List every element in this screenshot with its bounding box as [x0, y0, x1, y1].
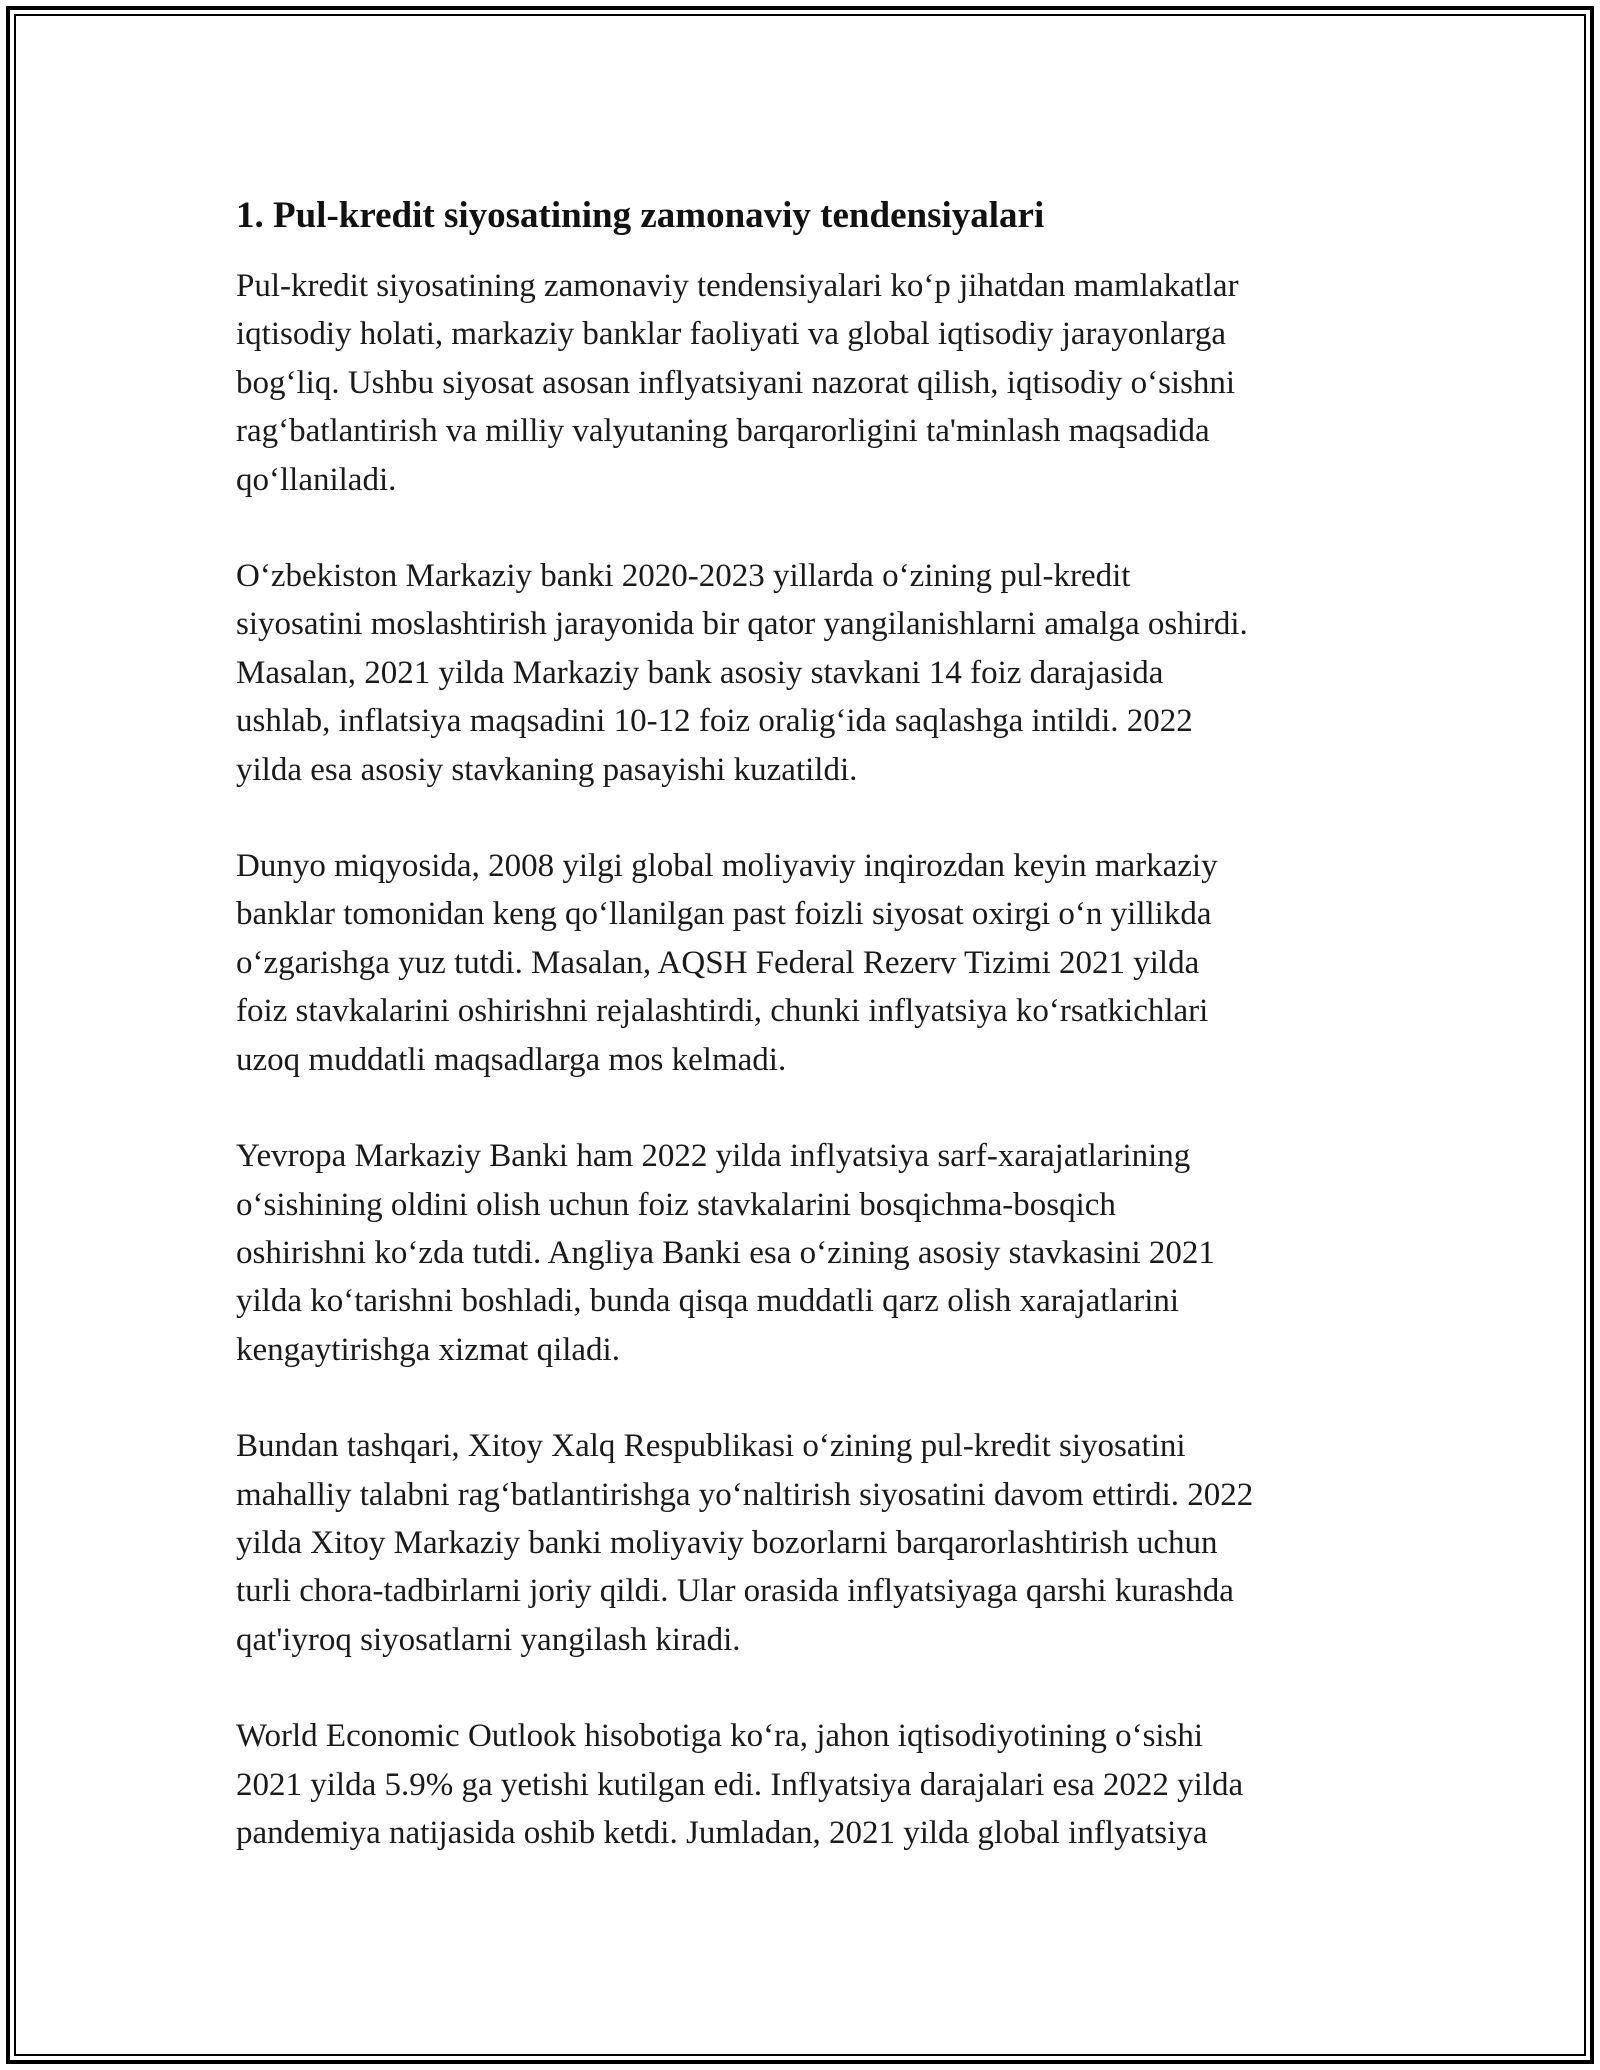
text-line: kengaytirishga xizmat qiladi. — [236, 1331, 620, 1368]
text-line: o‘sishining oldini olish uchun foiz stavkalarini bosqichma-bosqich — [236, 1186, 1116, 1223]
text-line: siyosatini moslashtirish jarayonida bir qator yangilanishlarni amalga oshirdi. — [236, 606, 1248, 643]
text-line: pandemiya natijasida oshib ketdi. Jumladan, 2021 yilda global inflyatsiya — [236, 1814, 1208, 1851]
text-line: Pul-kredit siyosatining zamonaviy tendensiyalari ko‘p jihatdan mamlakatlar — [236, 268, 1239, 304]
text-line: Yevropa Markaziy Banki ham 2022 yilda inflyatsiya sarf-xarajatlarining — [236, 1138, 1191, 1175]
text-line: foiz stavkalarini oshirishni rejalashtirdi, chunki inflyatsiya ko‘rsatkichlari — [236, 993, 1209, 1030]
text-line: turli chora-tadbirlarni joriy qildi. Ular orasida inflyatsiyaga qarshi kurashda — [236, 1573, 1234, 1610]
paragraph-6 — [236, 1712, 1376, 1857]
text-line: yilda esa asosiy stavkaning pasayishi kuzatildi. — [236, 751, 858, 788]
text-line: o‘zgarishga yuz tutdi. Masalan, AQSH Federal Rezerv Tizimi 2021 yilda — [236, 944, 1200, 981]
text-line: rag‘batlantirish va milliy valyutaning barqarorligini ta'minlash maqsadida — [236, 413, 1210, 450]
text-line: bog‘liq. Ushbu siyosat asosan inflyatsiyani nazorat qilish, iqtisodiy o‘sishni — [236, 364, 1236, 401]
paragraph-1 — [236, 262, 1376, 504]
paragraph-2 — [236, 552, 1376, 794]
text-line: mahalliy talabni rag‘batlantirishga yo‘naltirish siyosatini davom ettirdi. 2022 — [236, 1476, 1254, 1513]
text-line: qo‘llaniladi. — [236, 461, 397, 498]
text-line: ushlab, inflatsiya maqsadini 10-12 foiz oralig‘ida saqlashga intildi. 2022 — [236, 703, 1193, 740]
section-heading: 1. Pul-kredit siyosatining zamonaviy tendensiyalari — [236, 195, 1045, 236]
paragraph-5 — [236, 1422, 1376, 1664]
text-line: banklar tomonidan keng qo‘llanilgan past foizli siyosat oxirgi o‘n yillikda — [236, 896, 1212, 933]
paragraph-3 — [236, 842, 1376, 1084]
text-line: World Economic Outlook hisobotiga ko‘ra, jahon iqtisodiyotining o‘sishi — [236, 1718, 1204, 1755]
text-line: Masalan, 2021 yilda Markaziy bank asosiy stavkani 14 foiz darajasida — [236, 654, 1164, 691]
text-line: Bundan tashqari, Xitoy Xalq Respublikasi o‘zining pul-kredit siyosatini — [236, 1428, 1186, 1465]
text-line: yilda Xitoy Markaziy banki moliyaviy bozorlarni barqarorlashtirish uchun — [236, 1524, 1218, 1561]
text-line: Dunyo miqyosida, 2008 yilgi global moliyaviy inqirozdan keyin markaziy — [236, 848, 1218, 885]
text-line: qat'iyroq siyosatlarni yangilash kiradi. — [236, 1621, 741, 1658]
paragraph-4 — [236, 1132, 1376, 1374]
text-line: uzoq muddatli maqsadlarga mos kelmadi. — [236, 1041, 787, 1078]
text-line: O‘zbekiston Markaziy banki 2020-2023 yillarda o‘zining pul-kredit — [236, 558, 1131, 595]
text-line: 2021 yilda 5.9% ga yetishi kutilgan edi. Inflyatsiya darajalari esa 2022 yilda — [236, 1766, 1244, 1803]
text-line: yilda ko‘tarishni boshladi, bunda qisqa muddatli qarz olish xarajatlarini — [236, 1283, 1180, 1320]
text-line: iqtisodiy holati, markaziy banklar faoliyati va global iqtisodiy jarayonlarga — [236, 316, 1227, 353]
document-body — [236, 188, 1376, 1905]
text-line: oshirishni ko‘zda tutdi. Angliya Banki esa o‘zining asosiy stavkasini 2021 — [236, 1234, 1215, 1271]
